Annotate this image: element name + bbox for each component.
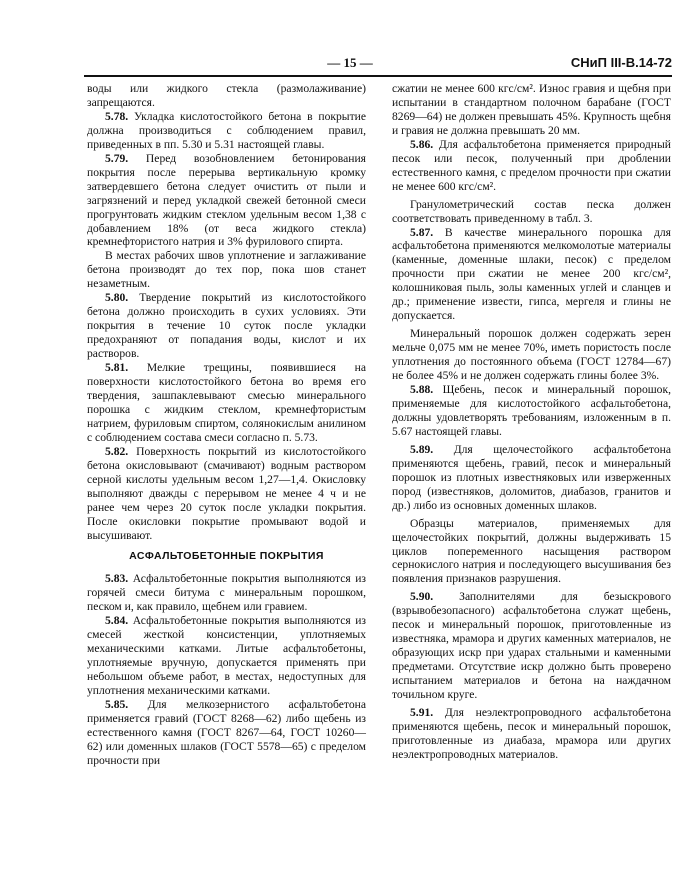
section-number: 5.91. bbox=[410, 705, 434, 719]
paragraph-text: В качестве минерального порошка для асфальтобетона применяются мелкомолотые материалы (каменные, доменные шлаки, песок) с пределом прочности при сжатии не менее 200 кгс/см², колошниковая пыль, золы каменных углей и сланцев и др.; применение извести, гипса, мергеля и глины не допускается. bbox=[392, 225, 671, 323]
section-number: 5.84. bbox=[105, 614, 129, 628]
paragraph-continuation: сжатии не менее 600 кгс/см². Износ гравия и щебня при испытании в стандартном полочном барабане (ГОСТ 8269—64) не должен превышать 45%. Крупность щебня и гравия не должна превышать 20 мм. bbox=[392, 82, 671, 137]
paragraph-continuation: воды или жидкого стекла (размолаживание) запрещаются. bbox=[87, 82, 366, 109]
section-number: 5.81. bbox=[105, 361, 129, 375]
section-number: 5.88. bbox=[410, 383, 434, 397]
header-rule bbox=[84, 75, 672, 77]
section-number: 5.79. bbox=[105, 151, 129, 165]
paragraph-text: Щебень, песок и минеральный порошок, применяемые для кислотостойкого асфальтобетона, должны удовлетворять требованиям, изложенным в п. 5.67 настоящей главы. bbox=[392, 383, 671, 438]
paragraph-5-89-b: Образцы материалов, применяемых для щелочестойких покрытий, должны выдерживать 15 циклов попеременного насыщения раствором сернокислого натрия и последующего высушивания без появления признаков разрушения. bbox=[392, 516, 671, 586]
paragraph-5-90 bbox=[392, 590, 671, 702]
document-code: СНиП III-В.14-72 bbox=[570, 55, 672, 70]
paragraph-text: Для щелочестойкого асфальтобетона применяются щебень, гравий, песок и минеральный порошок из плотных известняковых или изверженных пород (известняков, доломитов, диабазов, гранитов и др.) либо из основных доменных шлаков. bbox=[392, 442, 671, 512]
section-number: 5.86. bbox=[410, 137, 434, 151]
paragraph-5-91 bbox=[392, 706, 671, 762]
paragraph-5-79 bbox=[87, 152, 366, 250]
paragraph-5-85 bbox=[87, 698, 366, 768]
paragraph-5-87-b: Минеральный порошок должен содержать зерен мельче 0,075 мм не менее 70%, иметь пористость после уплотнения до постоянного объема (ГОСТ 12784—67) не более 45% и не должен содержать глины более 3%. bbox=[392, 327, 671, 383]
paragraph-text: Поверхность покрытий из кислотостойкого бетона окисловывают (смачивают) водным раствором серной кислоты удельным весом 1,27—1,4. Окисловку выполняют дважды с перерывом не менее 4 ч и не ранее чем через 20 суток после укладки покрытия. После окисловки покрытие промывают водой и высушивают. bbox=[87, 444, 366, 542]
left-column bbox=[87, 82, 366, 768]
paragraph-text: Мелкие трещины, появившиеся на поверхности кислотостойкого бетона во время его твердения, зашпаклевывают смесью минерального порошка с жидким стеклом, кремнефтористым натрием, фуриловым спиртом, солянокислым анилином с соблюдением состава смеси согласно п. 5.73. bbox=[87, 361, 366, 444]
paragraph-text: Асфальтобетонные покрытия выполняются из смесей жесткой консистенции, уплотняемых механическими катками. Литые асфальтобетоны, уплотняемые вручную, допускается применять при небольшом объеме работ, в местах, недоступных для уплотнения механическими катками. bbox=[87, 614, 366, 698]
paragraph-text: Укладка кислотостойкого бетона в покрытие должна производиться с соблюдением правил, приведенных в пп. 5.30 и 5.31 настоящей главы. bbox=[87, 109, 366, 151]
section-number: 5.78. bbox=[105, 109, 129, 123]
paragraph-5-79-b: В местах рабочих швов уплотнение и заглаживание бетона производят до тех пор, пока шов станет незаметным. bbox=[87, 249, 366, 291]
section-number: 5.90. bbox=[410, 590, 434, 604]
paragraph-5-80 bbox=[87, 291, 366, 361]
paragraph-5-86 bbox=[392, 138, 671, 194]
paragraph-5-82 bbox=[87, 445, 366, 543]
page-number: — 15 — bbox=[327, 55, 373, 70]
right-column bbox=[392, 82, 671, 762]
paragraph-text: Для асфальтобетона применяется природный песок или песок, полученный при дроблении естественного камня, с пределом прочности при сжатии не менее 600 кгс/см². bbox=[392, 137, 671, 193]
paragraph-5-81 bbox=[87, 361, 366, 445]
paragraph-5-83 bbox=[87, 572, 366, 614]
paragraph-5-84 bbox=[87, 614, 366, 698]
paragraph-text: Заполнителями для безыскрового (взрывобезопасного) асфальтобетона служат щебень, песок и минеральный порошок, приготовленные из известняка, мрамора и других каменных материалов, не образующих искр при ударах стальными и каменными предметами. Отсутствие искр должно быть проверено испытанием материалов и бетона на наждачном точильном круге. bbox=[392, 590, 671, 702]
section-number: 5.80. bbox=[105, 291, 129, 305]
paragraph-5-89 bbox=[392, 443, 671, 513]
section-heading: АСФАЛЬТОБЕТОННЫЕ ПОКРЫТИЯ bbox=[129, 550, 324, 563]
paragraph-5-78 bbox=[87, 110, 366, 152]
paragraph-text: Для неэлектропроводного асфальтобетона применяются щебень, песок и минеральный порошок, приготовленные из диабаза, мрамора или других неэлектропроводных материалов. bbox=[392, 705, 671, 761]
section-number: 5.82. bbox=[105, 444, 129, 458]
section-number: 5.83. bbox=[105, 572, 129, 586]
paragraph-5-88 bbox=[392, 383, 671, 439]
paragraph-text: Твердение покрытий из кислотостойкого бетона должно происходить в сухих условиях. Эти покрытия в течение 10 суток после укладки предохраняют от попадания воды, кислот и их растворов. bbox=[87, 291, 366, 361]
section-number: 5.89. bbox=[410, 442, 434, 456]
section-number: 5.85. bbox=[105, 697, 129, 711]
paragraph-text: Для мелкозернистого асфальтобетона применяется гравий (ГОСТ 8268—62) либо щебень из естественного камня (ГОСТ 8267—64, ГОСТ 10260—62) или доменных шлаков (ГОСТ 5578—65) с пределом прочности при bbox=[87, 697, 366, 767]
paragraph-5-86-b: Гранулометрический состав песка должен соответствовать приведенному в табл. 3. bbox=[392, 197, 671, 225]
paragraph-text: Перед возобновлением бетонирования покрытия после перерыва вертикальную кромку затвердевшего бетона следует очистить от пыли и загрязнений и перед укладкой свежей бетонной смеси прогрунтовать жидким стеклом удельным весом 1,38 с добавлением 18% (от веса жидкого стекла) кремнефтористого натрия и 3% фурилового спирта. bbox=[87, 151, 366, 249]
paragraph-5-87 bbox=[392, 226, 671, 324]
paragraph-text: Асфальтобетонные покрытия выполняются из горячей смеси битума с минеральным порошком, песком и, как правило, щебнем или гравием. bbox=[87, 572, 366, 614]
section-number: 5.87. bbox=[410, 225, 434, 239]
